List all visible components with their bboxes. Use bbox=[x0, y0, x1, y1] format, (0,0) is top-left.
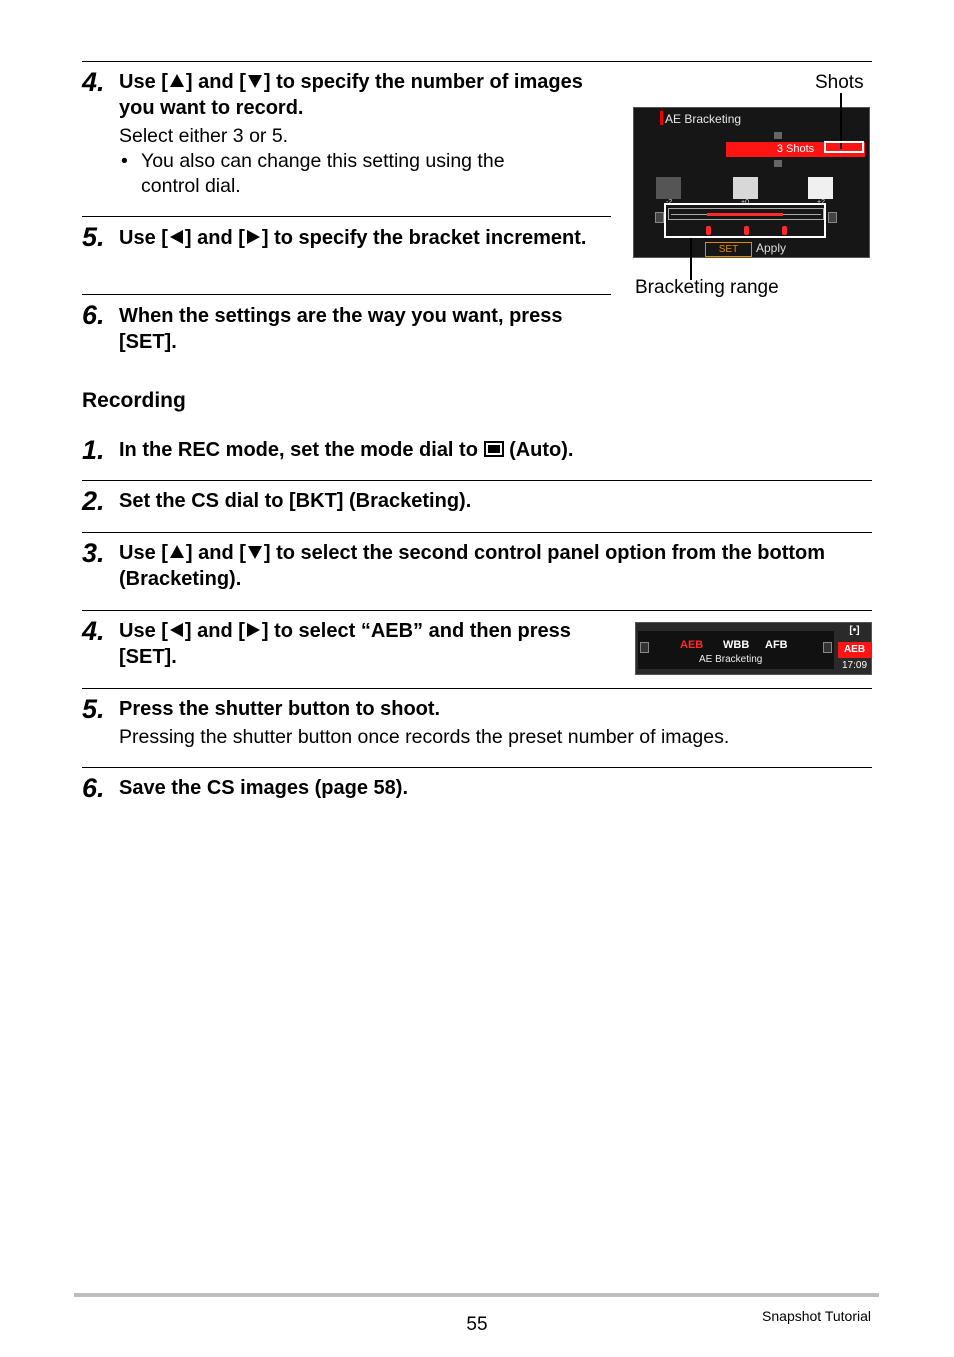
triangle-up-icon bbox=[170, 545, 184, 558]
arrow-down-icon bbox=[774, 160, 782, 167]
step-body: Select either 3 or 5. bbox=[119, 125, 289, 147]
bullet-text: You also can change this setting using the control dial. bbox=[141, 150, 505, 197]
divider bbox=[82, 532, 872, 533]
thumb-mid bbox=[733, 177, 758, 199]
triangle-down-icon bbox=[248, 75, 262, 88]
footer-section: Snapshot Tutorial bbox=[762, 1308, 871, 1324]
side-time: 17:09 bbox=[841, 660, 868, 671]
step-number: 5. bbox=[82, 222, 105, 252]
step-number: 6. bbox=[82, 773, 105, 803]
step-title: Use [ ] and [ ] to specify the bracket increment. bbox=[119, 227, 587, 249]
triangle-up-icon bbox=[170, 74, 184, 87]
step-title: Set the CS dial to [BKT] (Bracketing). bbox=[119, 490, 472, 512]
step-number: 2. bbox=[82, 486, 105, 516]
auto-mode-icon bbox=[484, 441, 504, 457]
arrow-up-icon bbox=[774, 132, 782, 139]
thumb-light bbox=[808, 177, 833, 199]
triangle-right-icon bbox=[247, 230, 260, 244]
title-marker bbox=[660, 111, 663, 125]
step-title: Use [ ] and [ ] to select the second control panel option from the bottom (Bracketing). bbox=[119, 542, 826, 590]
triangle-left-icon bbox=[170, 623, 183, 637]
step-title: Save the CS images (page 58). bbox=[119, 777, 409, 799]
divider bbox=[82, 216, 611, 217]
option-afb: AFB bbox=[765, 639, 788, 651]
side-icon: [•] bbox=[849, 625, 860, 636]
divider bbox=[82, 767, 872, 768]
thumb-dark bbox=[656, 177, 681, 199]
step-title: In the REC mode, set the mode dial to (Auto). bbox=[119, 439, 574, 461]
step-number: 4. bbox=[82, 67, 105, 97]
step-title: When the settings are the way you want, press [SET]. bbox=[119, 305, 563, 353]
page-number: 55 bbox=[466, 1314, 488, 1335]
triangle-right-icon bbox=[247, 623, 260, 637]
top-rule bbox=[82, 61, 872, 62]
callout-shots: Shots bbox=[815, 72, 864, 93]
bullet-marker: • bbox=[121, 150, 128, 172]
thumb-label: +0 bbox=[741, 199, 749, 206]
scale-right-icon bbox=[828, 212, 837, 223]
screen-title: AE Bracketing bbox=[665, 112, 742, 126]
control-panel-screen bbox=[635, 622, 872, 675]
step-body: Pressing the shutter button once records the preset number of images. bbox=[119, 726, 730, 748]
divider bbox=[82, 480, 872, 481]
divider bbox=[82, 294, 611, 295]
panel-right-icon bbox=[823, 642, 832, 653]
divider bbox=[82, 688, 872, 689]
thumb-label: +2 bbox=[817, 199, 825, 206]
step-number: 4. bbox=[82, 616, 105, 646]
step-number: 1. bbox=[82, 435, 105, 465]
callout-bracketing-range: Bracketing range bbox=[635, 277, 779, 298]
panel-label: AE Bracketing bbox=[699, 654, 763, 665]
option-aeb: AEB bbox=[680, 639, 704, 651]
step-number: 3. bbox=[82, 538, 105, 568]
scale-left-icon bbox=[655, 212, 664, 223]
triangle-left-icon bbox=[170, 230, 183, 244]
thumb-label: -2 bbox=[666, 199, 673, 206]
callout-line-range bbox=[690, 238, 692, 280]
step-title: Press the shutter button to shoot. bbox=[119, 698, 441, 720]
step-title: Use [ ] and [ ] to specify the number of images you want to record. bbox=[119, 71, 583, 119]
side-active: AEB bbox=[838, 642, 871, 658]
callout-box-shots bbox=[824, 141, 864, 153]
section-heading: Recording bbox=[82, 389, 186, 412]
step-number: 5. bbox=[82, 694, 105, 724]
divider bbox=[82, 610, 872, 611]
step-number: 6. bbox=[82, 300, 105, 330]
panel-left-icon bbox=[640, 642, 649, 653]
apply-label: Apply bbox=[756, 241, 787, 255]
triangle-down-icon bbox=[248, 546, 262, 559]
step-title: Use [ ] and [ ] to select “AEB” and then press [SET]. bbox=[119, 620, 571, 668]
option-wbb: WBB bbox=[723, 639, 750, 651]
callout-box-range bbox=[664, 203, 826, 238]
footer-rule bbox=[74, 1293, 879, 1297]
shots-value: 3 Shots bbox=[726, 142, 865, 157]
set-button-icon: SET bbox=[705, 242, 752, 257]
